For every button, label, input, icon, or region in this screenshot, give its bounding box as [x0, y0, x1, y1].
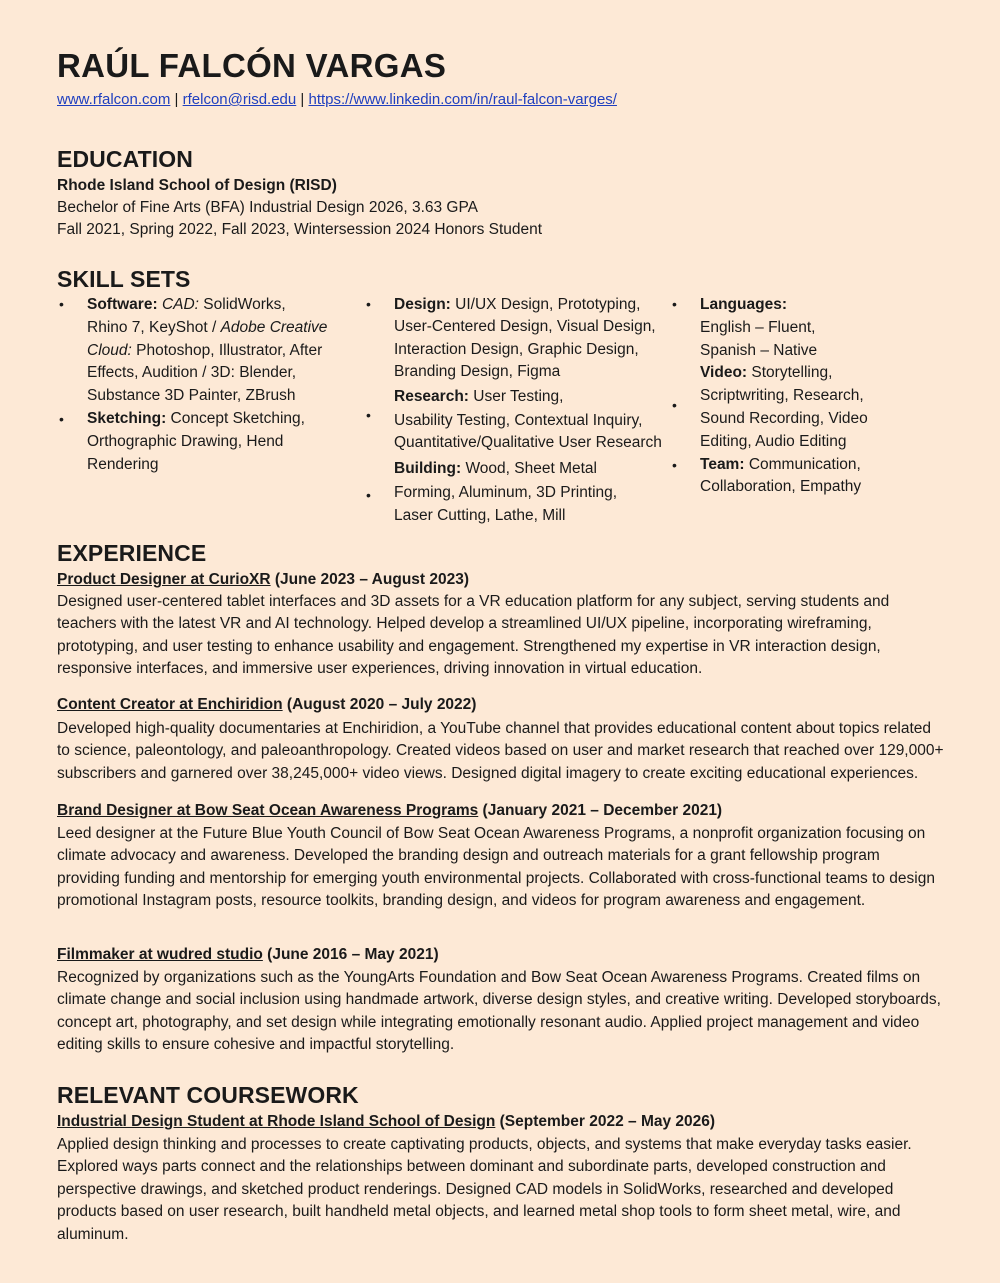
- job-description: Recognized by organizations such as the YoungArts Foundation and Bow Seat Ocean Awareness Programs. Created films on climate change and social inclusion using handmade artwork, diverse design styles, and creative writing. Developed storyboards, concept art, photography, and set design while integrating emotionally resonant audio. Applied project management and video editing skills to ensure cohesive and impactful storytelling.: [57, 969, 941, 1054]
- job-title-line: [57, 800, 722, 822]
- coursework-dates: (September 2022 – May 2026): [495, 1113, 716, 1130]
- linkedin-link[interactable]: https://www.linkedin.com/in/raul-falcon-varges/: [308, 91, 617, 108]
- bullet-icon: •: [366, 487, 371, 503]
- skills-column-2: [394, 294, 684, 527]
- skill-text: Adobe Creative: [220, 318, 328, 336]
- school-name: Rhode Island School of Design (RISD): [57, 177, 337, 194]
- bullet-icon: •: [366, 296, 371, 312]
- skill-label-software: Software:: [87, 296, 158, 313]
- skill-text: Orthographic Drawing, Hend: [87, 432, 284, 450]
- honors-line: Fall 2021, Spring 2022, Fall 2023, Wintersession 2024 Honors Student: [57, 221, 543, 238]
- job-description: Leed designer at the Future Blue Youth Council of Bow Seat Ocean Awareness Programs, a nonprofit organization focusing on climate advocacy and awareness. Developed the branding design and outreach materials for a grant fellowship program providing funding and mentorship for emerging youth environmental projects. Collaborated with cross-functional teams to design promotional Instagram posts, resource toolkits, branding design, and videos for program awareness and engagement.: [57, 825, 935, 910]
- skill-text: Communication,: [744, 455, 861, 473]
- separator: |: [174, 91, 179, 108]
- skill-label-team: Team:: [700, 455, 745, 473]
- job-dates: (January 2021 – December 2021): [478, 802, 723, 819]
- skill-label-sketching: Sketching:: [87, 409, 167, 427]
- skill-label-video: Video:: [700, 364, 748, 382]
- skills-column-1: [87, 294, 357, 476]
- contact-links: [57, 90, 617, 110]
- skill-text: User Testing,: [468, 387, 564, 405]
- website-link[interactable]: www.rfalcon.com: [57, 91, 171, 108]
- education-heading: EDUCATION: [57, 146, 193, 172]
- skill-text: Sound Recording, Video: [700, 409, 868, 427]
- skill-text: Rhino 7, KeyShot /: [87, 318, 221, 336]
- skill-label-design: Design:: [394, 296, 451, 313]
- job-title: Filmmaker at wudred studio: [57, 946, 263, 963]
- coursework-heading: RELEVANT COURSEWORK: [57, 1082, 359, 1108]
- skill-text: Wood, Sheet Metal: [461, 459, 598, 477]
- bullet-icon: •: [366, 407, 371, 423]
- candidate-name: RAÚL FALCÓN VARGAS: [57, 47, 447, 84]
- skill-text: Cloud:: [87, 341, 132, 359]
- email-link[interactable]: rfelcon@risd.edu: [182, 91, 297, 108]
- skill-text: Branding Design, Figma: [394, 363, 561, 381]
- skill-text: English – Fluent,: [700, 318, 816, 336]
- skill-label-building: Building:: [394, 459, 462, 477]
- job-title-line: [57, 694, 476, 716]
- job-title: Content Creator at Enchiridion: [57, 696, 283, 713]
- skill-text: User-Centered Design, Visual Design,: [394, 318, 656, 336]
- skills-heading: SKILL SETS: [57, 266, 191, 292]
- skill-text: Quantitative/Qualitative User Research: [394, 434, 662, 452]
- bullet-icon: •: [672, 296, 677, 312]
- skill-text: Storytelling,: [747, 364, 833, 382]
- skill-label-research: Research:: [394, 387, 469, 405]
- job-title-line: [57, 569, 469, 591]
- coursework-title: Industrial Design Student at Rhode Island School of Design: [57, 1113, 496, 1130]
- job-title-line: [57, 944, 439, 966]
- job-dates: (June 2023 – August 2023): [270, 571, 470, 588]
- skill-text: Collaboration, Empathy: [700, 478, 862, 496]
- skill-text: Laser Cutting, Lathe, Mill: [394, 506, 566, 524]
- job-description: Designed user-centered tablet interfaces and 3D assets for a VR education platform for any subject, serving students and teachers with the latest VR and AI technology. Helped develop a streamlined UI/UX pipeline, incorporating wireframing, prototyping, and user testing to enhance usability and engagement. Strengthened my expertise in VR interaction design, responsive interfaces, and immersive user experiences, driving innovation in virtual education.: [57, 593, 890, 678]
- skill-text: Interaction Design, Graphic Design,: [394, 340, 639, 358]
- skill-text: Scriptwriting, Research,: [700, 387, 864, 405]
- job-title: Brand Designer at Bow Seat Ocean Awareness Programs: [57, 802, 479, 819]
- skills-column-3: [700, 294, 940, 499]
- degree-line: Bechelor of Fine Arts (BFA) Industrial Design 2026, 3.63 GPA: [57, 199, 479, 216]
- skill-label-languages: Languages:: [700, 296, 787, 313]
- experience-heading: EXPERIENCE: [57, 540, 207, 566]
- skill-text: SolidWorks,: [198, 296, 286, 313]
- job-description: Developed high-quality documentaries at Enchiridion, a YouTube channel that provides educational content about topics related to science, paleontology, and paleoanthropology. Created videos based on user and market research that reached over 129,000+ subscribers and garnered over 38,245,000+ video views. Designed digital imagery to create exciting educational experiences.: [57, 720, 944, 782]
- job-dates: (August 2020 – July 2022): [282, 696, 477, 713]
- skill-text: Effects, Audition / 3D: Blender,: [87, 364, 297, 382]
- skill-text: Photoshop, Illustrator, After: [131, 341, 323, 359]
- skill-text: Substance 3D Painter, ZBrush: [87, 387, 296, 405]
- job-dates: (June 2016 – May 2021): [262, 946, 439, 963]
- bullet-icon: •: [59, 411, 64, 427]
- bullet-icon: •: [672, 457, 677, 473]
- bullet-icon: •: [672, 397, 677, 413]
- skill-text: UI/UX Design, Prototyping,: [450, 296, 641, 313]
- skill-text: Rendering: [87, 455, 159, 473]
- bullet-icon: •: [59, 296, 64, 312]
- skill-text: Usability Testing, Contextual Inquiry,: [394, 412, 643, 430]
- skill-text: Concept Sketching,: [166, 409, 305, 427]
- separator: |: [300, 91, 305, 108]
- skill-text: Spanish – Native: [700, 341, 818, 359]
- skill-text: Forming, Aluminum, 3D Printing,: [394, 484, 618, 502]
- skill-text: CAD:: [161, 296, 199, 313]
- coursework-description: Applied design thinking and processes to create captivating products, objects, and systems that make everyday tasks easier. Explored ways parts connect and the relationships between dominant and subordinate parts, developed construction and perspective drawings, and sketched product renderings. Designed CAD models in SolidWorks, researched and developed products based on user research, built handheld metal objects, and learned metal shop tools to form sheet metal, wire, and aluminum.: [57, 1136, 912, 1243]
- skill-text: Editing, Audio Editing: [700, 432, 847, 450]
- coursework-title-line: [57, 1111, 715, 1133]
- job-title: Product Designer at CurioXR: [57, 571, 271, 588]
